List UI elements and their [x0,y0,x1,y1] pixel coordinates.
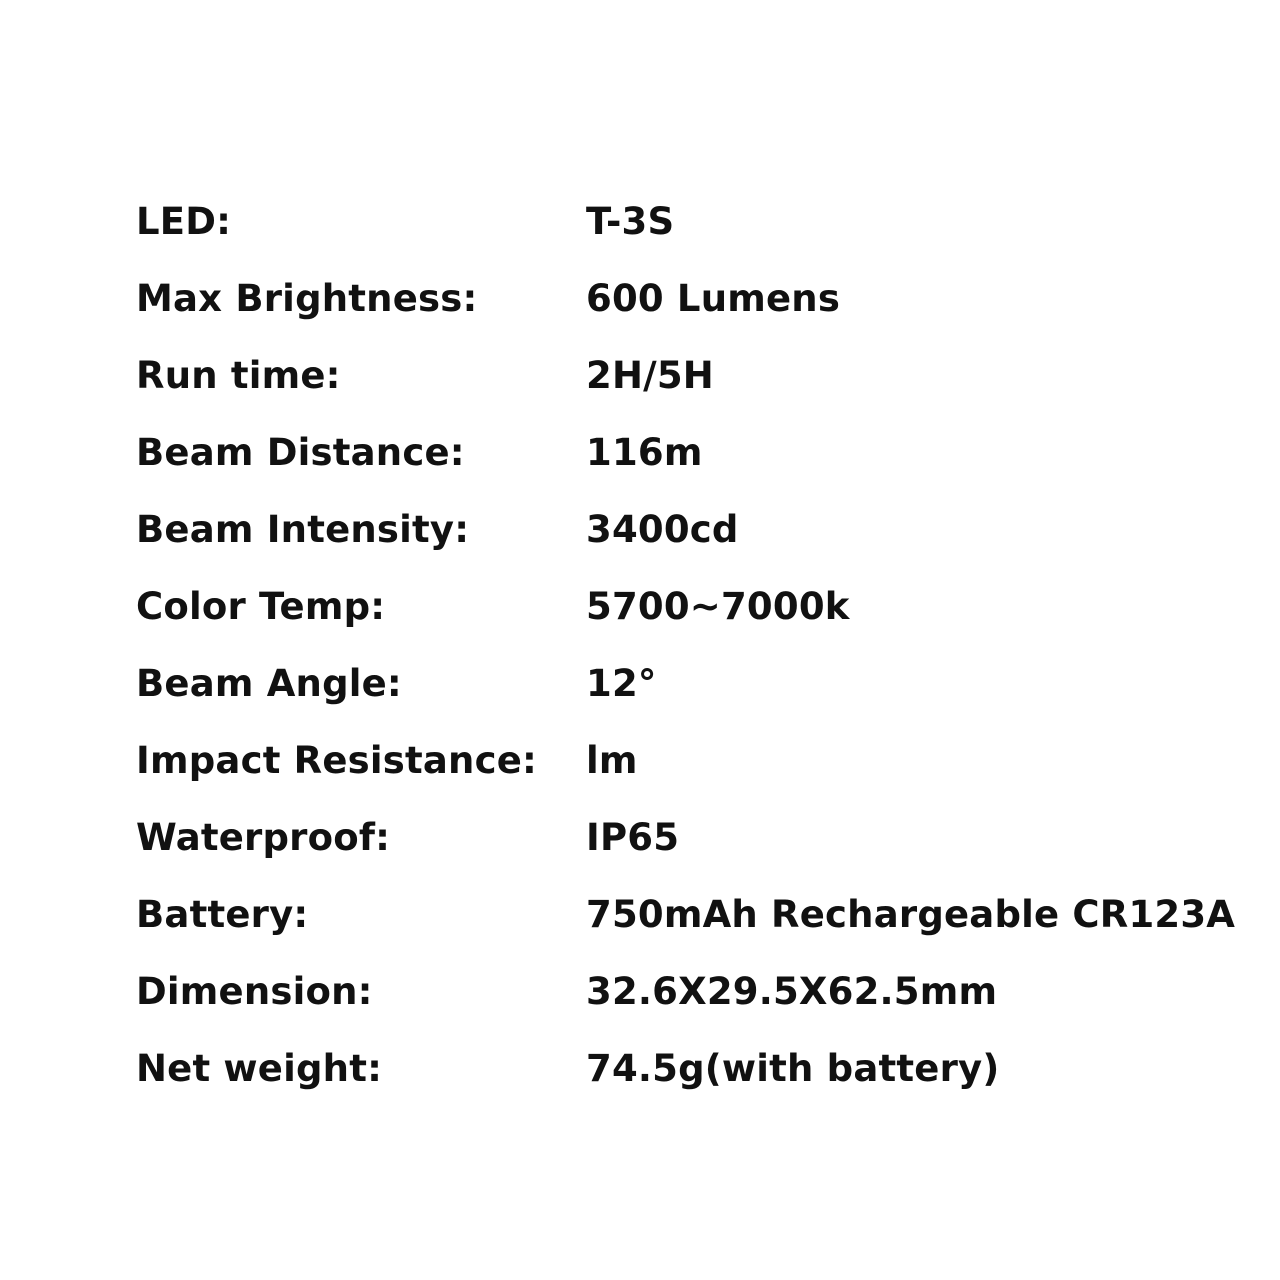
spec-label: Run time: [136,354,341,397]
spec-value: 750mAh Rechargeable CR123A [586,893,1236,936]
spec-row-beam-distance [136,414,1256,491]
spec-value: lm [586,739,638,782]
spec-label: Waterproof: [136,816,391,859]
spec-row-dimension [136,953,1256,1030]
spec-row-waterproof [136,799,1256,876]
spec-value: 74.5g(with battery) [586,1047,1000,1090]
spec-value: 12° [586,662,657,705]
spec-label: Impact Resistance: [136,739,538,782]
spec-row-battery [136,876,1256,953]
spec-row-beam-angle [136,645,1256,722]
spec-value: 2H/5H [586,354,714,397]
spec-row-net-weight [136,1030,1256,1107]
spec-row-color-temp [136,568,1256,645]
spec-row-led [136,183,1256,260]
spec-value: T-3S [586,200,675,243]
spec-value: 3400cd [586,508,739,551]
spec-label: Beam Angle: [136,662,402,705]
spec-row-run-time [136,337,1256,414]
spec-label: Beam Intensity: [136,508,470,551]
spec-label: Battery: [136,893,309,936]
spec-value: 116m [586,431,703,474]
spec-value: 5700~7000k [586,585,850,628]
spec-label: Max Brightness: [136,277,478,320]
spec-row-max-brightness [136,260,1256,337]
spec-table [136,183,1256,1107]
spec-label: Beam Distance: [136,431,465,474]
spec-value: IP65 [586,816,680,859]
spec-label: LED: [136,200,232,243]
spec-label: Color Temp: [136,585,386,628]
spec-value: 32.6X29.5X62.5mm [586,970,998,1013]
spec-label: Net weight: [136,1047,383,1090]
spec-label: Dimension: [136,970,373,1013]
spec-value: 600 Lumens [586,277,841,320]
spec-row-impact-resistance [136,722,1256,799]
spec-row-beam-intensity [136,491,1256,568]
